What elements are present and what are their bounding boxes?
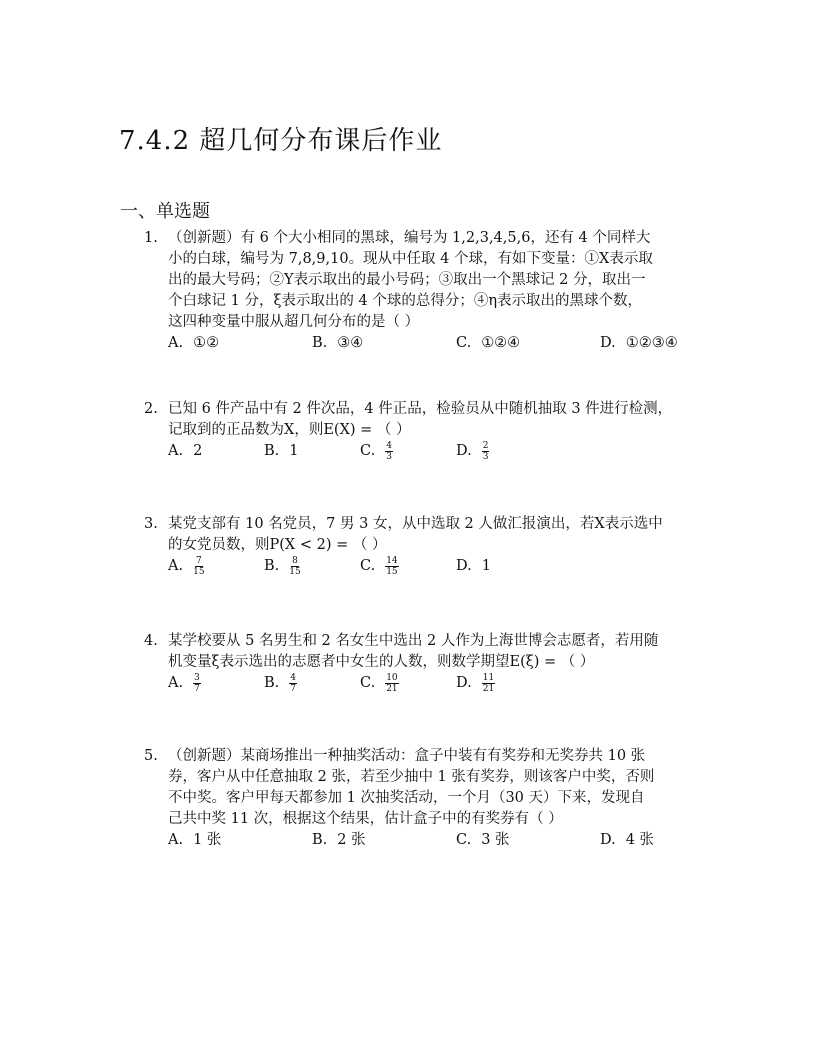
fraction-denominator: 3 [386, 452, 392, 462]
option-text: ③④ [337, 335, 364, 351]
option-text: 4 张 [625, 832, 655, 848]
option-letter: D. [456, 443, 472, 459]
option-text: 2 [193, 443, 203, 459]
fraction-denominator: 15 [386, 567, 398, 577]
question-stem [168, 631, 719, 673]
option-letter: A. [168, 335, 184, 351]
question-line: 的女党员数，则P(X < 2) = （ ） [168, 537, 387, 553]
option-d[interactable] [600, 830, 654, 851]
fraction-denominator: 15 [289, 567, 301, 577]
question-line: 券，客户从中任意抽取 2 张，若至少抽中 1 张有奖券，则该客户中奖，否则 [168, 769, 655, 785]
fraction-numerator: 7 [195, 556, 202, 566]
fraction [193, 556, 204, 577]
question-line: （创新题）某商场推出一种抽奖活动：盒子中装有有奖券和无奖券共 10 张 [168, 748, 646, 764]
fraction-denominator: 15 [193, 567, 205, 577]
option-text: 1 [289, 443, 299, 459]
option-a[interactable] [168, 830, 221, 851]
option-b[interactable] [312, 333, 363, 354]
question-line: 已知 6 件产品中有 2 件次品，4 件正品，检验员从中随机抽取 3 件进行检测， [168, 401, 673, 417]
fraction-denominator: 3 [482, 452, 489, 462]
fraction-numerator: 3 [194, 673, 200, 683]
fraction [482, 673, 495, 694]
fraction [385, 556, 398, 577]
option-letter: D. [456, 558, 472, 574]
option-a[interactable] [168, 441, 202, 462]
option-letter: D. [600, 832, 616, 848]
question-stem [168, 514, 719, 556]
question-line: 某学校要从 5 名男生和 2 名女生中选出 2 人作为上海世博会志愿者，若用随 [168, 633, 659, 649]
question-3 [144, 514, 719, 580]
option-letter: D. [600, 335, 616, 351]
option-text: ①② [193, 335, 220, 351]
option-b[interactable] [264, 673, 297, 694]
question-line: （创新题）有 6 个大小相同的黑球，编号为 1,2,3,4,5,6，还有 4 个同样大 [168, 230, 651, 246]
option-letter: C. [456, 832, 472, 848]
option-letter: A. [168, 675, 184, 691]
fraction [482, 441, 490, 462]
question-4 [144, 631, 719, 697]
options [168, 673, 719, 697]
option-text: 3 张 [481, 832, 510, 848]
option-text: 1 张 [193, 832, 222, 848]
option-c[interactable] [360, 556, 399, 577]
option-a[interactable] [168, 673, 201, 694]
fraction-numerator: 8 [292, 556, 298, 566]
option-text: 2 张 [337, 832, 366, 848]
fraction [193, 673, 201, 694]
fraction-denominator: 7 [194, 684, 200, 694]
options [168, 830, 719, 854]
question-line: 这四种变量中服从超几何分布的是（ ） [168, 314, 420, 330]
option-letter: C. [456, 335, 472, 351]
question-1 [144, 228, 719, 357]
question-number: 3. [144, 516, 158, 532]
option-c[interactable] [456, 830, 510, 851]
document-title: 7.4.2 超几何分布课后作业 [119, 126, 443, 156]
option-c[interactable] [360, 673, 399, 694]
option-text: 1 [481, 558, 491, 574]
option-d[interactable] [456, 441, 489, 462]
question-number: 5. [144, 748, 158, 764]
question-line: 记取到的正品数为X，则E(X) = （ ） [168, 422, 411, 438]
question-line: 某党支部有 10 名党员，7 男 3 女，从中选取 2 人做汇报演出，若X表示选中 [168, 516, 663, 532]
question-line: 机变量ξ表示选出的志愿者中女生的人数，则数学期望E(ξ) = （ ） [168, 654, 595, 670]
option-letter: C. [360, 443, 376, 459]
question-line: 不中奖。客户甲每天都参加 1 次抽奖活动，一个月（30 天）下来，发现自 [168, 790, 645, 806]
question-number: 1. [144, 230, 158, 246]
option-letter: B. [312, 335, 328, 351]
question-number: 4. [144, 633, 158, 649]
fraction-numerator: 4 [290, 673, 296, 683]
fraction-denominator: 21 [482, 684, 495, 694]
fraction [385, 673, 398, 694]
option-letter: B. [264, 675, 280, 691]
options [168, 556, 719, 580]
options [168, 441, 719, 465]
question-stem [168, 746, 719, 830]
option-a[interactable] [168, 556, 205, 577]
question-line: 出的最大号码；②Y表示取出的最小号码；③取出一个黑球记 2 分，取出一 [168, 272, 646, 288]
fraction [385, 441, 393, 462]
option-letter: B. [264, 443, 280, 459]
options [168, 333, 719, 357]
option-letter: B. [312, 832, 328, 848]
option-letter: D. [456, 675, 472, 691]
option-b[interactable] [264, 556, 301, 577]
question-line: 己共中奖 11 次，根据这个结果，估计盒子中的有奖券有（ ） [168, 811, 563, 827]
question-2 [144, 399, 719, 465]
fraction [289, 556, 300, 577]
fraction-numerator: 11 [482, 673, 495, 683]
fraction [289, 673, 297, 694]
option-b[interactable] [312, 830, 366, 851]
question-line: 个白球记 1 分，ξ表示取出的 4 个球的总得分；④η表示取出的黑球个数， [168, 293, 643, 309]
option-a[interactable] [168, 333, 219, 354]
fraction-denominator: 21 [386, 684, 398, 694]
option-text: ①②③④ [625, 335, 678, 351]
question-stem [168, 399, 719, 441]
fraction-numerator: 10 [386, 673, 398, 683]
option-b[interactable] [264, 441, 299, 462]
question-line: 小的白球，编号为 7,8,9,10。现从中任取 4 个球，有如下变量：①X表示取 [168, 251, 653, 267]
option-d[interactable] [456, 556, 491, 577]
question-number: 2. [144, 401, 158, 417]
question-5 [144, 746, 719, 854]
option-letter: A. [168, 443, 184, 459]
option-c[interactable] [456, 333, 520, 354]
option-text: ①②④ [481, 335, 521, 351]
option-letter: A. [168, 558, 184, 574]
option-letter: C. [360, 675, 376, 691]
option-d[interactable] [600, 333, 678, 354]
option-d[interactable] [456, 673, 495, 694]
section-heading: 一、单选题 [120, 201, 210, 222]
fraction-numerator: 4 [386, 441, 392, 451]
option-letter: B. [264, 558, 280, 574]
fraction-numerator: 2 [482, 441, 489, 451]
option-c[interactable] [360, 441, 393, 462]
option-letter: C. [360, 558, 376, 574]
fraction-numerator: 14 [386, 556, 398, 566]
fraction-denominator: 7 [290, 684, 296, 694]
question-stem [168, 228, 719, 333]
option-letter: A. [168, 832, 184, 848]
